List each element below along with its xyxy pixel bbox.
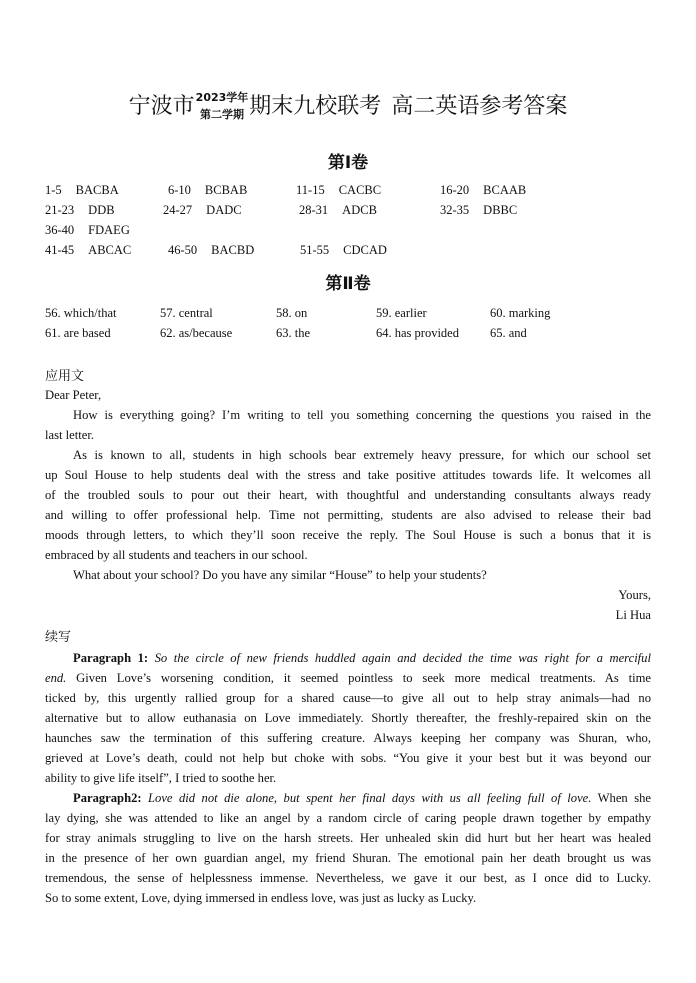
answer-range: 41-45 [45, 243, 75, 257]
page-title [0, 82, 696, 128]
para1-line: ticked by, this urgently rallied group for a shared cause—to give all out to help stray animals—had no [45, 691, 651, 705]
letter-line: What about your school? Do you have any similar “House” to help your students? [73, 568, 487, 582]
letter-line: last letter. [45, 428, 94, 442]
para1-line: end. Given Love’s worsening condition, it seemed pointless to seek more medical treatments. As time [45, 671, 651, 685]
para2-lead: Love did not die alone, but spent her final days with us all feeling full of love. [148, 791, 592, 805]
answer-key: BACBA [75, 183, 119, 197]
answer-range: 11-15 [296, 183, 325, 197]
answer-key: BCBAB [204, 183, 248, 197]
continuation-writing-label: 续写 [45, 630, 72, 645]
para1-first-line [45, 648, 651, 668]
fill-answer: 56. which/that [45, 306, 117, 320]
fill-answer: 62. as/because [160, 326, 233, 340]
answer-key: CACBC [338, 183, 382, 197]
para2-line: for stray animals struggling to live on the harsh streets. Her unhealed skin did hurt but her heart was healed [45, 831, 651, 845]
answer-key: ABCAC [88, 243, 132, 257]
answer-range: 46-50 [168, 243, 198, 257]
applied-writing-letter [45, 385, 651, 625]
letter-line: embraced by all students and teachers in our school. [45, 548, 308, 562]
part2-heading: 第Ⅱ卷 [325, 274, 371, 294]
answer-key: DDB [88, 203, 115, 217]
para1-line: grieved at Love’s death, could not help but choke with sobs. “You give it your best but it was beyond our [45, 751, 651, 765]
fill-answer: 63. the [276, 326, 311, 340]
fill-answer: 61. are based [45, 326, 111, 340]
letter-line: As is known to all, students in high schools bear extremely heavy pressure, for which our school set [73, 448, 651, 462]
fill-answer: 60. marking [490, 306, 551, 320]
title-exam: 期末九校联考 [249, 92, 382, 118]
para2-line: So to some extent, Love, dying immersed in endless love, was just as lucky as Lucky. [45, 891, 477, 905]
answer-key: FDAEG [88, 223, 130, 237]
para1-line: alternative but to allow euthanasia on Love immediately. Shortly thereafter, the freshly-repaired skin on the [45, 711, 651, 725]
para2-line: tremendous, the sense of helplessness immense. Nevertheless, we gave it our best, as I once did to Lucky. [45, 871, 651, 885]
answer-range: 28-31 [299, 203, 329, 217]
para2-line: in the presence of her own guardian angel, my friend Shuran. The emotional pain her death brought us was [45, 851, 651, 865]
letter-closing: Yours, [618, 588, 651, 602]
answer-range: 51-55 [300, 243, 330, 257]
title-term: 第二学期 [199, 107, 244, 121]
title-subject: 高二英语参考答案 [391, 92, 568, 118]
answer-key: BCAAB [483, 183, 527, 197]
answer-row [45, 203, 665, 223]
fill-answer: 65. and [490, 326, 527, 340]
answer-range: 1-5 [45, 183, 62, 197]
answer-range: 36-40 [45, 223, 75, 237]
fill-row [45, 326, 665, 346]
letter-signature: Li Hua [615, 608, 651, 622]
answer-key: ADCB [342, 203, 377, 217]
answer-range: 21-23 [45, 203, 75, 217]
para1-lead-end: end. [45, 671, 67, 685]
title-year: 2023学年 [195, 90, 249, 104]
continuation-writing-text [45, 648, 651, 908]
answer-range: 32-35 [440, 203, 470, 217]
fill-answer: 64. has provided [376, 326, 459, 340]
letter-line: up Soul House to help students deal with the stress and take positive attitudes towards life. It welcomes all [45, 468, 651, 482]
applied-writing-label: 应用文 [45, 369, 85, 384]
para1-line: haunches saw the termination of this suffering creature. Always keeping her company was Shuran, who, [45, 731, 651, 745]
fill-answer: 57. central [160, 306, 213, 320]
para2-first-line: Paragraph2: Love did not die alone, but spent her final days with us all feeling full of love. When she [73, 791, 651, 805]
letter-greeting: Dear Peter, [45, 388, 102, 402]
letter-line: and willing to offer professional help. Time not permitting, students are also advised to release their bad [45, 508, 651, 522]
answer-row [45, 183, 665, 203]
answer-range: 24-27 [163, 203, 193, 217]
answer-row [45, 243, 665, 263]
para1-lead: So the circle of new friends huddled again and decided the time was right for a merciful [154, 651, 651, 665]
answer-range: 16-20 [440, 183, 470, 197]
part1-heading: 第Ⅰ卷 [327, 153, 369, 173]
answer-range: 6-10 [168, 183, 191, 197]
answer-key: CDCAD [343, 243, 387, 257]
letter-line: How is everything going? I’m writing to tell you something concerning the questions you raised in the [73, 408, 651, 422]
part1-answers [45, 183, 665, 263]
title-city: 宁波市 [128, 92, 195, 118]
para2-line: lay dying, she was attended to like an angel by a random circle of caring people drawn together by empathy [45, 811, 651, 825]
part2-answers [45, 306, 665, 346]
title-year-term [196, 89, 249, 123]
fill-answer: 58. on [276, 306, 308, 320]
answer-row [45, 223, 665, 243]
answer-key: DADC [206, 203, 242, 217]
fill-row [45, 306, 665, 326]
answer-key: BACBD [211, 243, 255, 257]
para1-label: Paragraph 1: [73, 651, 149, 665]
letter-line: moods through letters, to which they’ll soon receive the reply. The Soul House is such a bonus that it is [45, 528, 651, 542]
para1-line: ability to give life itself”, I tried to soothe her. [45, 771, 277, 785]
letter-line: of the troubled souls to pour out their heart, with thoughtful and understanding consultants always ready [45, 488, 651, 502]
para2-label: Paragraph2: [73, 791, 142, 805]
answer-key: DBBC [483, 203, 518, 217]
fill-answer: 59. earlier [376, 306, 427, 320]
